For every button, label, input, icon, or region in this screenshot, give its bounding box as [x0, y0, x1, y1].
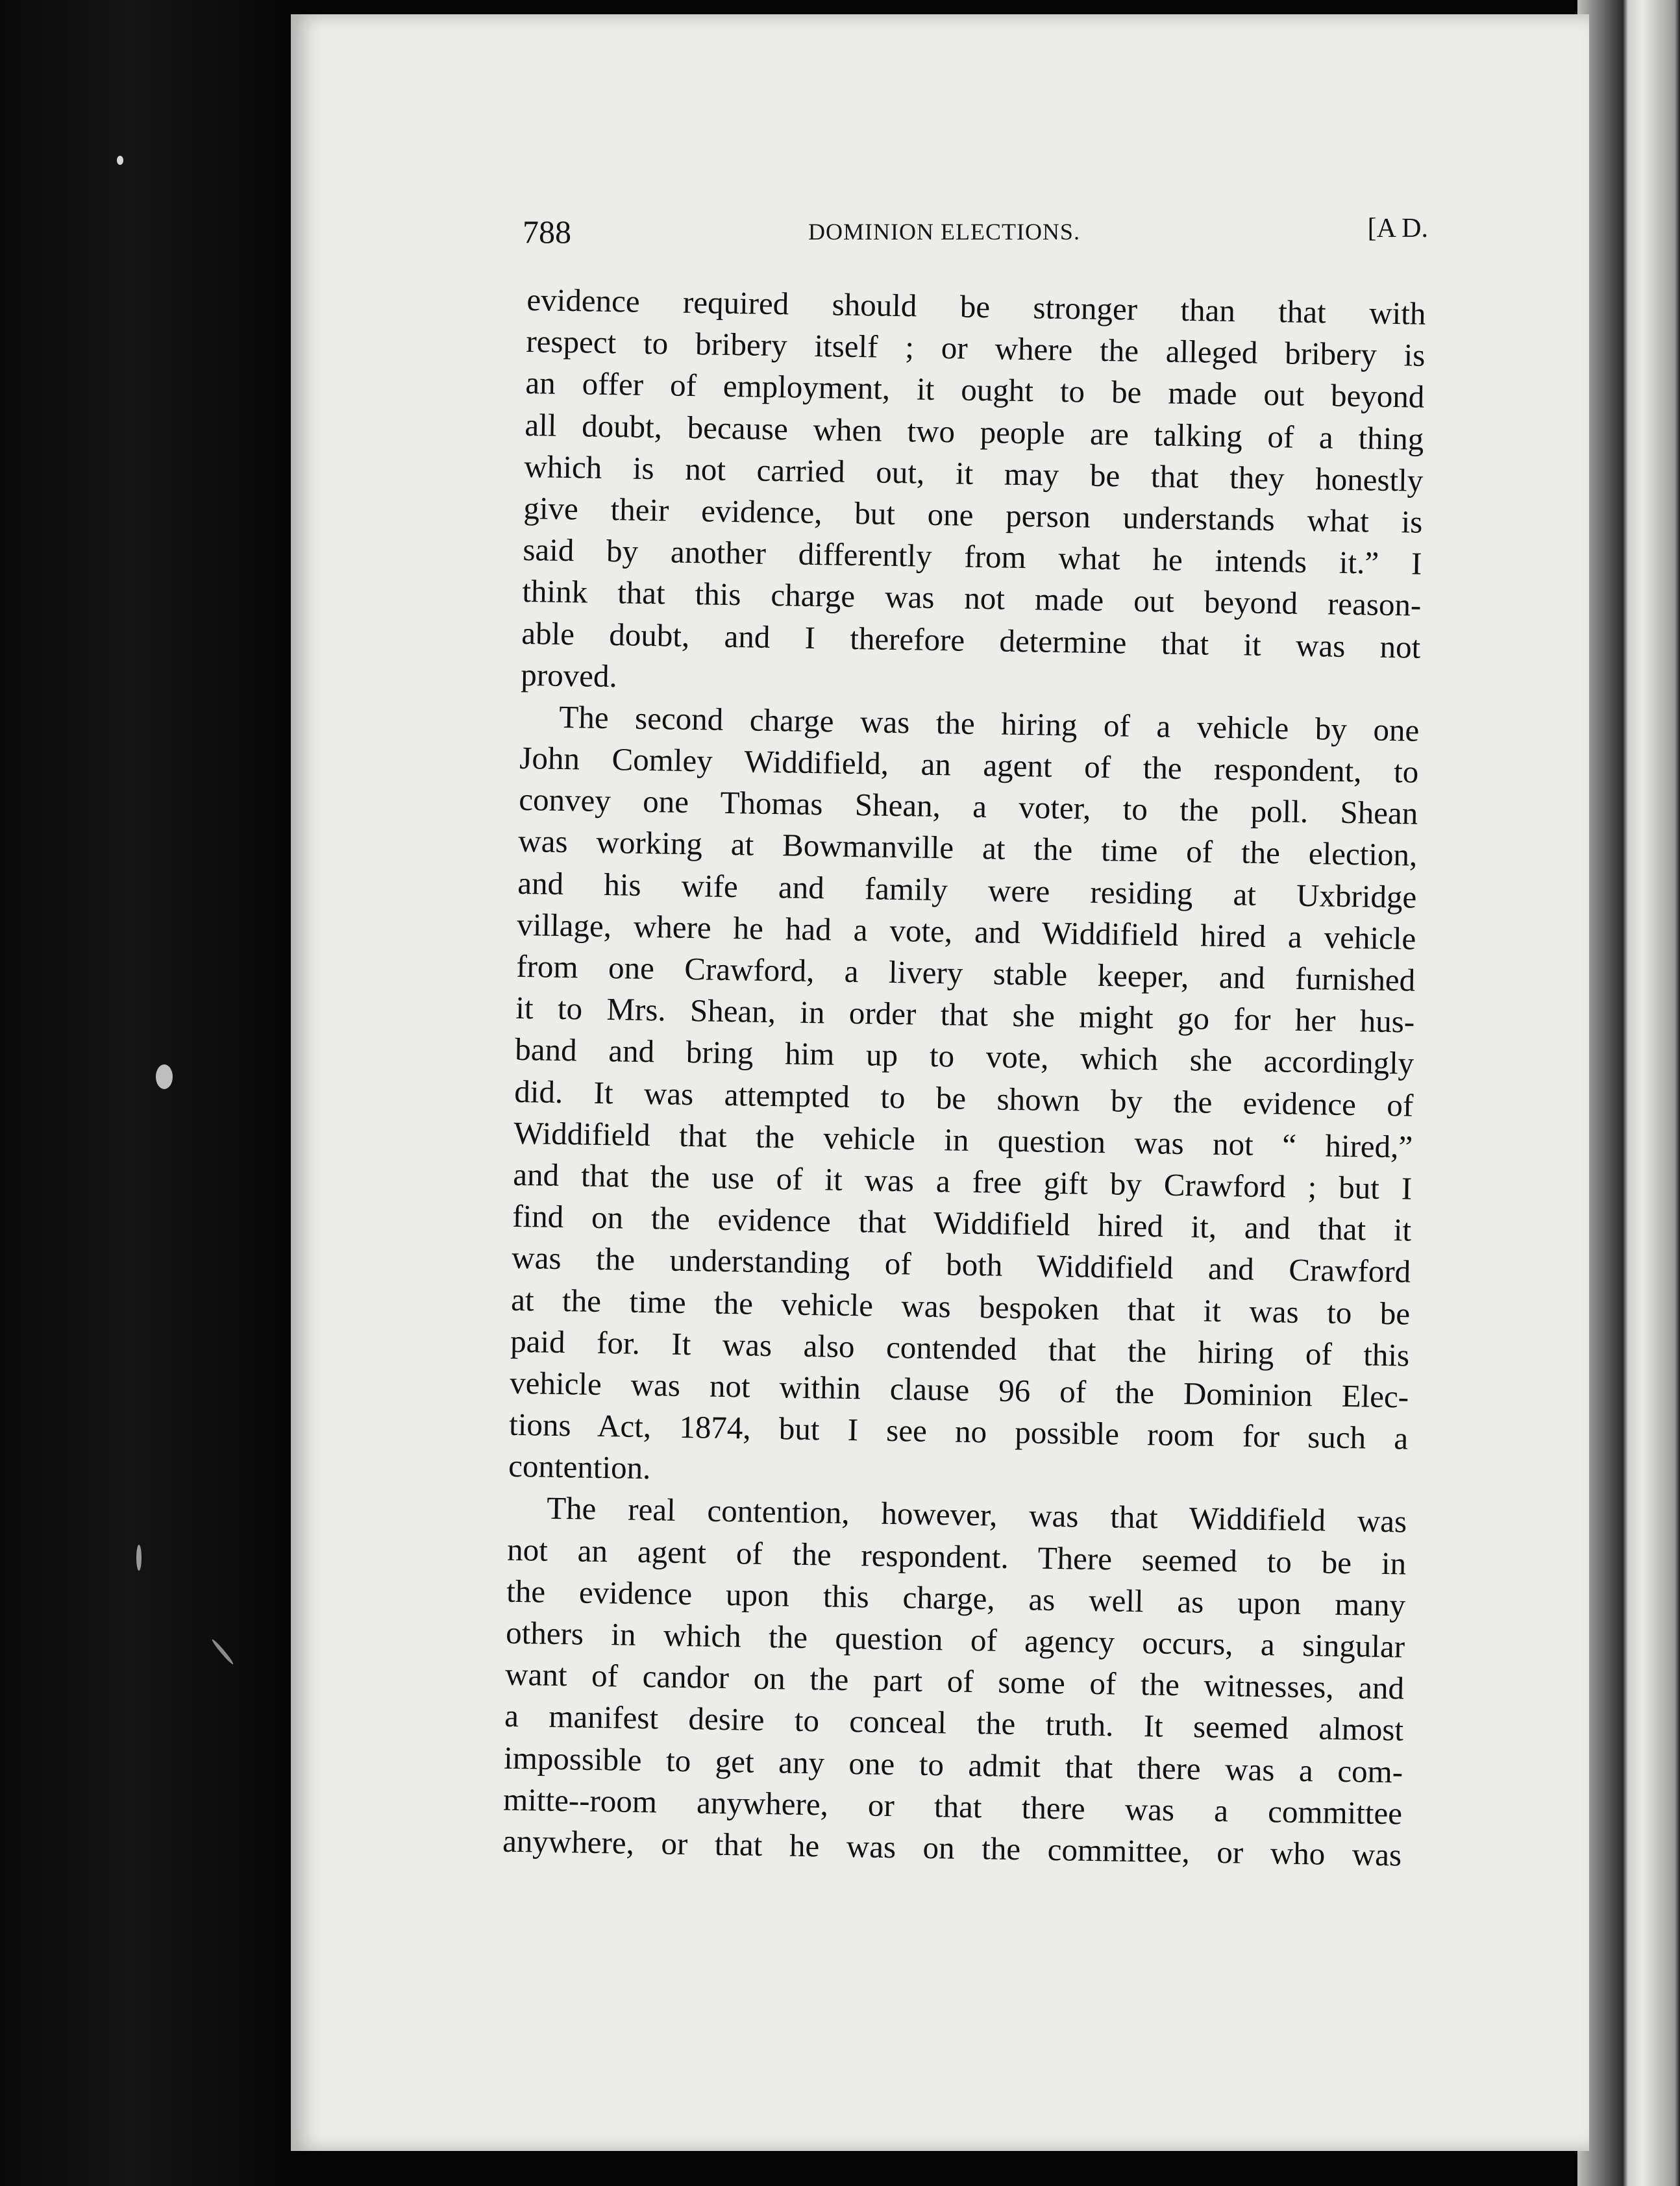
text-line: find on the evidence that Widdifield hired it, and that it — [512, 1197, 1412, 1248]
text-line: said by another differently from what he intends it.” I — [523, 532, 1422, 582]
text-line: proved. — [520, 656, 618, 694]
scan-speck — [156, 1064, 173, 1089]
text-line: impossible to get any one to admit that there was a com- — [503, 1739, 1403, 1790]
running-head-mark: [A D. — [1367, 214, 1428, 243]
text-line: and his wife and family were residing at Uxbridge — [517, 865, 1417, 915]
text-line: did. It was attempted to be shown by the evidence of — [513, 1073, 1414, 1124]
text-line: the evidence upon this charge, as well as upon many — [506, 1573, 1406, 1623]
text-line: John Comley Widdifield, an agent of the respondent, to — [519, 739, 1419, 790]
page-number: 788 — [523, 214, 571, 250]
text-line: think that this charge was not made out beyond reason- — [522, 573, 1422, 624]
text-line: convey one Thomas Shean, a voter, to the poll. Shean — [518, 781, 1418, 831]
body-text — [502, 279, 1426, 1876]
text-line: paid for. It was also contended that the hiring of this — [510, 1323, 1410, 1373]
text-line: all doubt, because when two people are talking of a thing — [525, 406, 1424, 457]
text-line: Widdifield that the vehicle in question was not “ hired,” — [513, 1114, 1413, 1165]
text-line: which is not carried out, it may be that they honestly — [524, 448, 1424, 498]
text-line: others in which the question of agency occurs, a singular — [505, 1614, 1405, 1665]
text-line: tions Act, 1874, but I see no possible room for such a — [508, 1406, 1409, 1456]
text-line: it to Mrs. Shean, in order that she might go for her hus- — [515, 990, 1415, 1040]
text-line: give their evidence, but one person understands what is — [523, 489, 1423, 540]
text-line: was the understanding of both Widdifield and Crawford — [511, 1240, 1411, 1290]
text-line: want of candor on the part of some of the witnesses, and — [504, 1656, 1405, 1706]
book-page-edge — [1577, 0, 1680, 2186]
text-line: an offer of employment, it ought to be made out beyond — [525, 365, 1425, 415]
text-line: evidence required should be stronger than that with — [526, 281, 1426, 332]
scan-speck — [136, 1545, 142, 1571]
text-line: at the time the vehicle was bespoken that it was to be — [510, 1281, 1411, 1332]
text-line: vehicle was not within clause 96 of the Dominion Elec- — [509, 1364, 1409, 1415]
text-line: and that the use of it was a free gift by Crawford ; but I — [512, 1156, 1413, 1207]
running-title: DOMINION ELECTIONS. — [808, 219, 1080, 245]
text-line: mitte‐-room anywhere, or that there was a committee — [502, 1781, 1403, 1832]
scan-speck — [117, 156, 123, 165]
text-line: contention. — [508, 1448, 651, 1486]
paragraph-first-line: The real contention, however, was that Widdifield was — [546, 1490, 1407, 1540]
text-line: band and bring him up to vote, which she accordingly — [514, 1031, 1414, 1081]
text-line: anywhere, or that he was on the committee, or who was — [502, 1823, 1402, 1873]
text-line: able doubt, and I therefore determine that it was not — [521, 615, 1421, 665]
running-head — [523, 213, 1428, 258]
text-line: not an agent of the respondent. There seemed to be in — [506, 1531, 1407, 1582]
text-line: was working at Bowmanville at the time of the election, — [517, 823, 1418, 874]
text-line: respect to bribery itself ; or where the alleged bribery is — [526, 323, 1426, 373]
text-line: a manifest desire to conceal the truth. It seemed almost — [504, 1698, 1404, 1748]
text-line: village, where he had a vote, and Widdifield hired a vehicle — [516, 906, 1416, 957]
text-line: from one Crawford, a livery stable keeper, and furnished — [515, 948, 1416, 998]
paragraph-first-line: The second charge was the hiring of a vehicle by one — [558, 698, 1420, 748]
